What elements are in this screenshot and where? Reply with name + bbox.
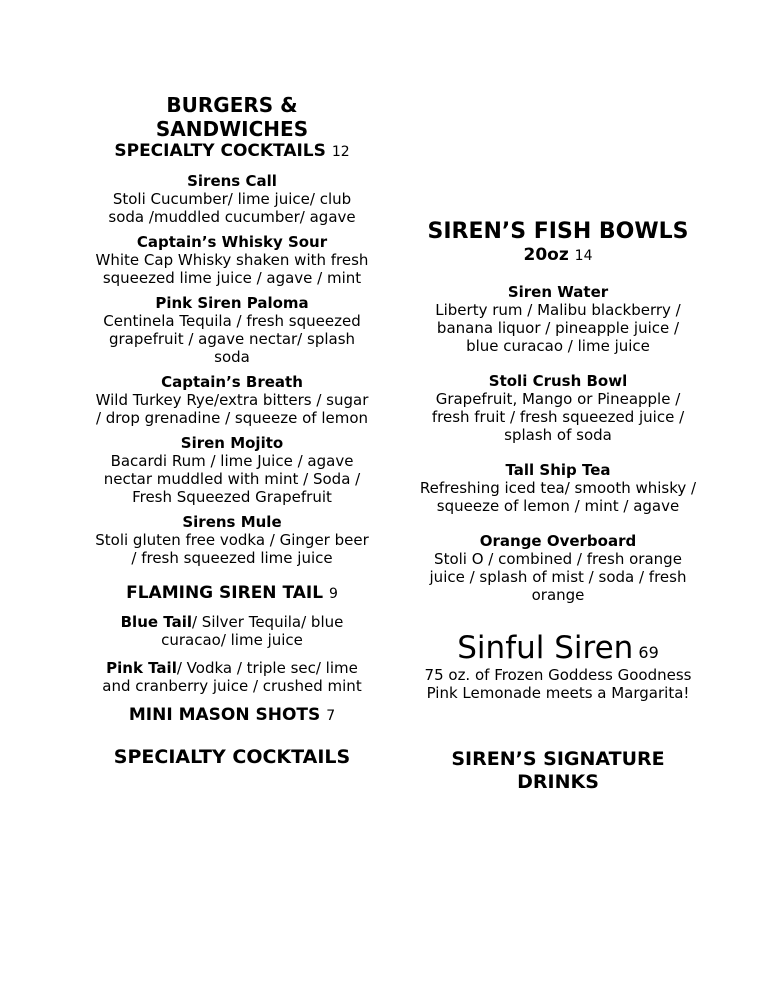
fish-bowls-heading: SIREN’S FISH BOWLS [427,219,689,244]
item-name: Siren Water [507,283,609,301]
item-name: Stoli Crush Bowl [488,372,628,390]
item-name: Siren Mojito [180,434,284,452]
mini-mason-price: 7 [326,708,336,724]
menu-item [92,434,372,506]
item-desc: / Vodka / triple sec/ lime and cranberry juice / crushed mint [102,659,362,695]
flaming-siren-heading [92,583,372,604]
menu-item [92,513,372,567]
item-desc: Grapefruit, Mango or Pineapple / fresh fruit / fresh squeezed juice / splash of soda [431,390,685,444]
sinful-siren-heading [416,630,700,666]
fish-bowls-size-label: 20oz [523,245,569,265]
specialty-cocktails-bottom-heading: SPECIALTY COCKTAILS [113,746,351,768]
item-desc: Wild Turkey Rye/extra bitters / sugar / drop grenadine / squeeze of lemon [95,391,369,427]
item-desc: White Cap Whisky shaken with fresh squeezed lime juice / agave / mint [95,251,369,287]
flaming-title: FLAMING SIREN TAIL [126,583,324,603]
item-desc: / Silver Tequila/ blue curacao/ lime juice [161,613,344,649]
bowl-item [416,283,700,355]
sinful-siren-line1: 75 oz. of Frozen Goddess Goodness [424,666,692,684]
menu-item [92,233,372,287]
fish-bowls-price: 14 [574,248,593,264]
specialty-price: 12 [331,144,350,160]
item-name: Tall Ship Tea [505,461,611,479]
item-desc: Refreshing iced tea/ smooth whisky / squeeze of lemon / mint / agave [419,479,697,515]
sinful-siren-line2: Pink Lemonade meets a Margarita! [426,684,690,702]
burgers-heading: BURGERS & SANDWICHES [155,93,309,141]
fish-bowls-size [416,245,700,266]
mini-mason-heading [92,705,372,726]
item-name: Blue Tail [120,613,192,631]
left-column [92,93,372,768]
item-desc: Liberty rum / Malibu blackberry / banana liquor / pineapple juice / blue curacao / lime juice [435,301,681,355]
flaming-item [92,613,372,649]
item-name: Orange Overboard [479,532,637,550]
bowl-item [416,532,700,604]
item-desc: Centinela Tequila / fresh squeezed grapefruit / agave nectar/ splash soda [103,312,361,366]
signature-drinks-heading: SIREN’S SIGNATURE DRINKS [451,748,665,793]
item-name: Sirens Call [187,172,277,190]
bowl-item [416,461,700,515]
sinful-siren-title: Sinful Siren [457,630,634,666]
menu-item [92,373,372,427]
item-name: Pink Tail [106,659,177,677]
menu-item [92,172,372,226]
item-desc: Bacardi Rum / lime Juice / agave nectar muddled with mint / Soda / Fresh Squeezed Grapefruit [103,452,361,506]
item-desc: Stoli O / combined / fresh orange juice / splash of mist / soda / fresh orange [429,550,687,604]
item-desc: Stoli Cucumber/ lime juice/ club soda /muddled cucumber/ agave [108,190,356,226]
flaming-item [92,659,372,695]
sinful-siren-price: 69 [638,643,659,662]
mini-mason-title: MINI MASON SHOTS [128,705,321,725]
flaming-price: 9 [328,586,338,602]
item-name: Captain’s Breath [161,373,303,391]
item-desc: Stoli gluten free vodka / Ginger beer / fresh squeezed lime juice [95,531,369,567]
menu-item [92,294,372,366]
item-name: Captain’s Whisky Sour [136,233,328,251]
specialty-cocktails-heading [92,141,372,162]
right-column [416,219,700,794]
item-name: Pink Siren Paloma [155,294,309,312]
item-name: Sirens Mule [182,513,282,531]
bowl-item [416,372,700,444]
specialty-title: SPECIALTY COCKTAILS [114,141,326,161]
